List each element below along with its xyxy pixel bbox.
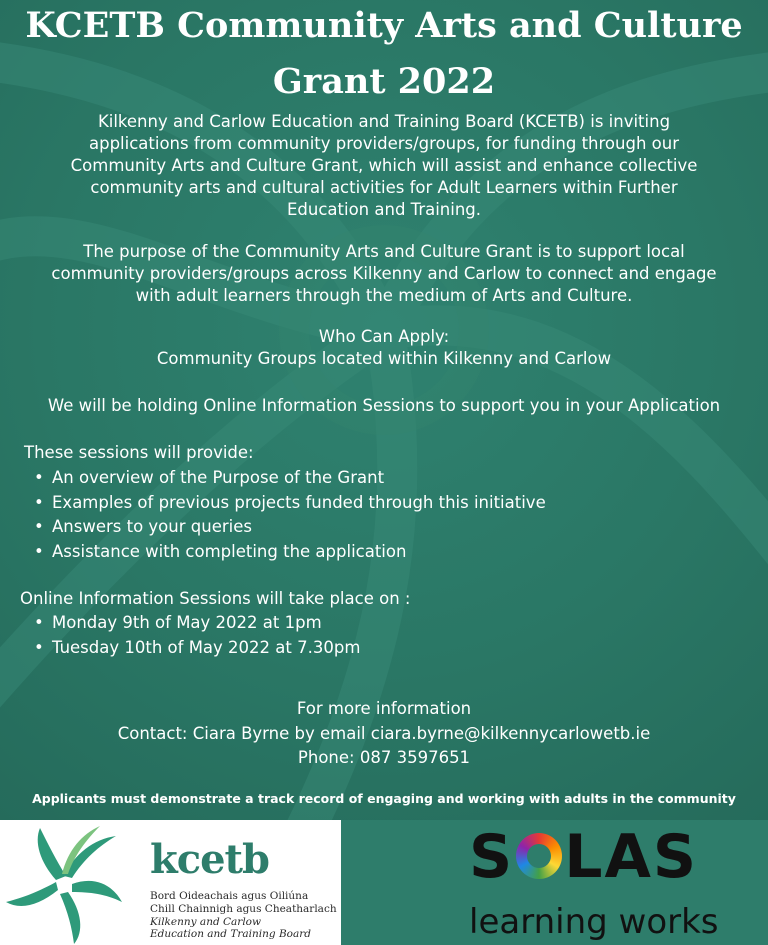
kcetb-swirl-icon [0, 820, 130, 945]
purpose-line: The purpose of the Community Arts and Culture Grant is to support local [83, 242, 685, 261]
who-text: Community Groups located within Kilkenny and Carlow [156, 349, 612, 368]
provide-heading: These sessions will provide: [24, 443, 254, 462]
intro-line: community arts and cultural activities for Adult Learners within Further [90, 178, 678, 197]
list-item: • An overview of the Purpose of the Grant [24, 466, 546, 491]
title-line-1: KCETB Community Arts and Culture [25, 5, 743, 46]
list-item: • Assistance with completing the application [24, 540, 546, 565]
kcetb-wordmark: kcetb [150, 836, 269, 883]
kcetb-irish-line-1: Bord Oideachais agus Oiliúna [150, 890, 309, 902]
list-item: • Tuesday 10th of May 2022 at 7.30pm [24, 636, 360, 661]
contact-block [20, 697, 748, 771]
dates-list [24, 611, 360, 660]
solas-logo-panel [341, 820, 768, 945]
list-item: • Answers to your queries [24, 515, 546, 540]
solas-color-ring-icon [516, 833, 562, 879]
kcetb-irish-line-2: Chill Chainnigh agus Cheatharlach [150, 903, 337, 915]
sessions-note: We will be holding Online Information Sessions to support you in your Application [47, 396, 721, 415]
list-item: • Monday 9th of May 2022 at 1pm [24, 611, 360, 636]
kcetb-english-line-1: Kilkenny and Carlow [150, 916, 261, 928]
intro-line: Kilkenny and Carlow Education and Training Board (KCETB) is inviting [97, 112, 671, 131]
kcetb-logo-panel [0, 820, 341, 945]
intro-line: Education and Training. [286, 200, 482, 219]
provide-list [24, 466, 546, 564]
contact-email-line: Contact: Ciara Byrne by email ciara.byrne@kilkennycarlowetb.ie [117, 723, 651, 743]
purpose-line: community providers/groups across Kilkenny and Carlow to connect and engage [51, 264, 717, 283]
intro-line: Community Arts and Culture Grant, which will assist and enhance collective [70, 156, 698, 175]
intro-line: applications from community providers/groups, for funding through our [88, 134, 679, 153]
page-title [0, 0, 768, 108]
contact-heading: For more information [296, 699, 472, 718]
list-item: • Examples of previous projects funded through this initiative [24, 491, 546, 516]
purpose-paragraph [20, 241, 748, 307]
solas-letter-s: S [469, 822, 515, 892]
solas-letters-las: LAS [564, 822, 699, 892]
intro-paragraph [20, 111, 748, 221]
applicants-note: Applicants must demonstrate a track record of engaging and working with adults in the community [32, 791, 736, 806]
solas-tagline: learning works [469, 902, 719, 942]
kcetb-english-line-2: Education and Training Board [150, 928, 311, 940]
solas-wordmark [469, 822, 698, 892]
contact-phone: Phone: 087 3597651 [297, 748, 471, 767]
purpose-line: with adult learners through the medium of Arts and Culture. [135, 286, 633, 305]
title-line-2: Grant 2022 [272, 61, 496, 102]
who-can-apply [20, 326, 748, 370]
dates-heading: Online Information Sessions will take place on : [20, 589, 411, 608]
who-heading: Who Can Apply: [318, 327, 450, 346]
